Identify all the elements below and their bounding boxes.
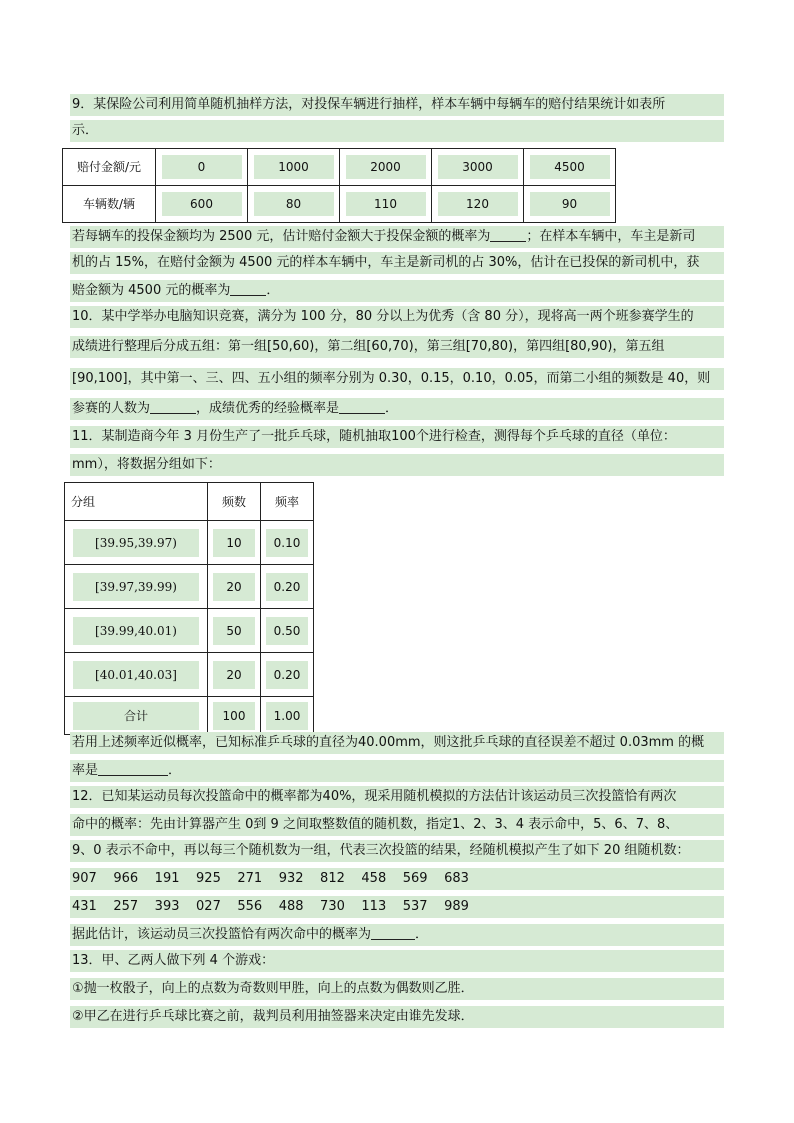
- table-cell: 0.10: [261, 521, 314, 565]
- table-row: [63, 149, 616, 186]
- table-row: [65, 521, 314, 565]
- answer-blank[interactable]: [339, 399, 385, 414]
- table-cell: 0: [156, 149, 248, 186]
- q13-line-1: 13．甲、乙两人做下列 4 个游戏：: [70, 950, 724, 972]
- q10-line-2: 成绩进行整理后分成五组：第一组[50,60)，第二组[60,70)，第三组[70,80)，第四组[80,90)，第五组: [70, 336, 724, 358]
- table-row: [65, 609, 314, 653]
- q9-after-line-3: 赔金额为 4500 元的概率为 ．: [70, 280, 724, 302]
- q9-after-line-1: 若每辆车的投保金额均为 2500 元，估计赔付金额大于投保金额的概率为 ；在样本车辆中，车主是新司: [70, 226, 724, 248]
- q10-line-1: 10．某中学举办电脑知识竞赛，满分为 100 分，80 分以上为优秀（含 80 分），现将高一两个班参赛学生的: [70, 306, 724, 328]
- q9-line-2: 示．: [70, 120, 724, 142]
- table-cell: 3000: [432, 149, 524, 186]
- table-cell: 20: [208, 565, 261, 609]
- table-cell: 0.20: [261, 653, 314, 697]
- answer-blank[interactable]: [98, 761, 168, 776]
- q13-item-1: ①抛一枚骰子，向上的点数为奇数则甲胜，向上的点数为偶数则乙胜．: [70, 978, 724, 1000]
- table-row: [65, 653, 314, 697]
- table-cell: [39.95,39.97): [65, 521, 208, 565]
- header-count: 频数: [208, 483, 261, 521]
- table-cell: 100: [208, 697, 261, 735]
- header-freq: 频率: [261, 483, 314, 521]
- table-row: [63, 186, 616, 223]
- table-cell: 4500: [524, 149, 616, 186]
- table-cell: [40.01,40.03]: [65, 653, 208, 697]
- q12-line-3: 9、0 表示不命中，再以每三个随机数为一组，代表三次投篮的结果，经随机模拟产生了如下 20 组随机数：: [70, 840, 724, 862]
- header-group: 分组: [65, 483, 208, 521]
- q9-after-line-2: 机的占 15%，在赔付金额为 4500 元的样本车辆中，车主是新司机的占 30%，估计在已投保的新司机中，获: [70, 252, 724, 274]
- diameter-table: [64, 482, 314, 735]
- row-header-amount: 赔付金额/元: [63, 149, 156, 186]
- q10-line-4: 参赛的人数为 ，成绩优秀的经验概率是 ．: [70, 398, 724, 420]
- table-cell: 80: [248, 186, 340, 223]
- q10-line-3: [90,100]，其中第一、三、四、五小组的频率分别为 0.30，0.15，0.10，0.05，而第二小组的频数是 40，则: [70, 368, 724, 390]
- answer-blank[interactable]: [490, 227, 526, 242]
- row-header-count: 车辆数/辆: [63, 186, 156, 223]
- table-total-row: [65, 697, 314, 735]
- answer-blank[interactable]: [230, 281, 266, 296]
- table-cell: 1000: [248, 149, 340, 186]
- table-cell: 600: [156, 186, 248, 223]
- table-cell: [39.97,39.99): [65, 565, 208, 609]
- table-cell: 1.00: [261, 697, 314, 735]
- table-header-row: [65, 483, 314, 521]
- table-cell: 0.50: [261, 609, 314, 653]
- q13-item-2: ②甲乙在进行乒乓球比赛之前，裁判员利用抽签器来决定由谁先发球．: [70, 1006, 724, 1028]
- claims-table: [62, 148, 616, 223]
- answer-blank[interactable]: [150, 399, 196, 414]
- q11-after-line-1: 若用上述频率近似概率，已知标准乒乓球的直径为40.00mm，则这批乒乓球的直径误差不超过 0.03mm 的概: [70, 732, 724, 754]
- q12-line-1: 12．已知某运动员每次投篮命中的概率都为40%，现采用随机模拟的方法估计该运动员三次投篮恰有两次: [70, 786, 724, 808]
- table-cell: 0.20: [261, 565, 314, 609]
- table-row: [65, 565, 314, 609]
- table-cell: 110: [340, 186, 432, 223]
- table-cell: [39.99,40.01): [65, 609, 208, 653]
- q12-last-line: 据此估计，该运动员三次投篮恰有两次命中的概率为 ．: [70, 924, 724, 946]
- table-cell: 10: [208, 521, 261, 565]
- q9-line-1: 9．某保险公司利用简单随机抽样方法，对投保车辆进行抽样，样本车辆中每辆车的赔付结果统计如表所: [70, 94, 724, 116]
- table-cell: 90: [524, 186, 616, 223]
- answer-blank[interactable]: [371, 925, 415, 940]
- table-cell: 20: [208, 653, 261, 697]
- q12-line-2: 命中的概率：先由计算器产生 0到 9 之间取整数值的随机数，指定1、2、3、4 表示命中，5、6、7、8、: [70, 814, 724, 836]
- q11-after-line-2: 率是 ．: [70, 760, 724, 782]
- q11-line-1: 11．某制造商今年 3 月份生产了一批乒乓球，随机抽取100个进行检查，测得每个乒乓球的直径（单位：: [70, 426, 724, 448]
- table-cell: 2000: [340, 149, 432, 186]
- q11-line-2: mm），将数据分组如下：: [70, 454, 724, 476]
- q12-random-numbers-1: 907 966 191 925 271 932 812 458 569 683: [70, 868, 724, 890]
- q12-random-numbers-2: 431 257 393 027 556 488 730 113 537 989: [70, 896, 724, 918]
- table-cell: 120: [432, 186, 524, 223]
- table-cell: 合计: [65, 697, 208, 735]
- table-cell: 50: [208, 609, 261, 653]
